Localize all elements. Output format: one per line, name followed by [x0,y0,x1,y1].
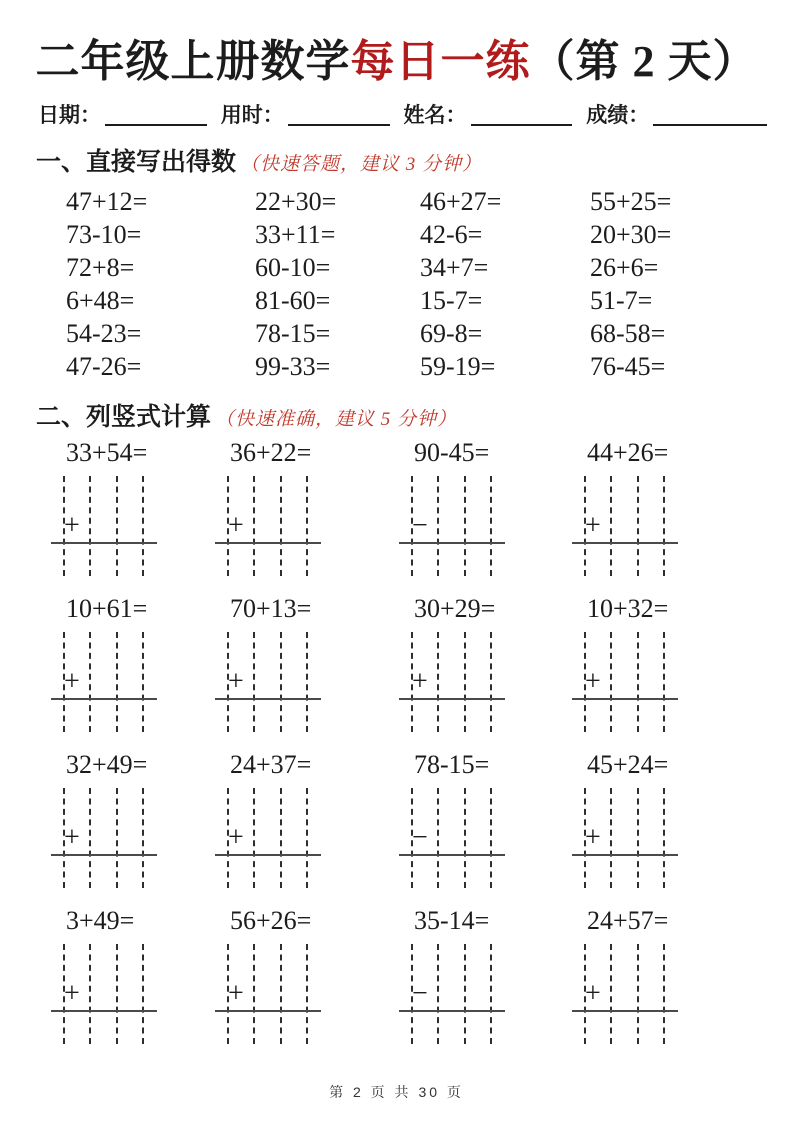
header-field-blank-line [288,101,390,126]
vertical-calc-problem: 24+37= [230,749,312,779]
operator-sign: − [412,977,428,1009]
column-guide-dashed-line [437,788,439,888]
vertical-calc-workspace [399,476,505,576]
header-field-blank-line [105,101,207,126]
vertical-calc-workspace [51,788,157,888]
column-guide-dashed-line [253,476,255,576]
vertical-calc-workspace [51,944,157,1044]
column-guide-dashed-line [637,476,639,576]
answer-rule-line [399,1010,505,1012]
oral-problem: 69-8= [420,318,483,348]
column-guide-dashed-line [663,944,665,1044]
page-number-footer: 第 2 页 共 30 页 [329,1084,464,1100]
vertical-calc-cell [572,751,793,907]
vertical-calc-problem: 44+26= [587,437,669,467]
column-guide-dashed-line [637,944,639,1044]
column-guide-dashed-line [637,632,639,732]
column-guide-dashed-line [253,944,255,1044]
oral-problem: 42-6= [420,219,483,249]
column-guide-dashed-line [280,476,282,576]
header-field-blank-line [471,101,573,126]
vertical-calc-problem: 78-15= [414,749,490,779]
oral-problem: 46+27= [420,186,502,216]
operator-sign: + [64,821,80,853]
header-field-blank-line [653,101,767,126]
vertical-calc-cell [572,439,793,595]
column-guide-dashed-line [663,476,665,576]
vertical-calc-workspace [399,632,505,732]
column-guide-dashed-line [142,632,144,732]
vertical-calc-workspace [572,944,678,1044]
column-guide-dashed-line [89,476,91,576]
oral-problems-grid [0,185,793,383]
vertical-calc-workspace [572,788,678,888]
column-guide-dashed-line [253,632,255,732]
vertical-calc-problem: 10+32= [587,593,669,623]
answer-rule-line [51,1010,157,1012]
section1-heading [36,142,793,178]
column-guide-dashed-line [490,476,492,576]
vertical-calc-cell [51,751,215,907]
oral-problem: 60-10= [255,252,331,282]
header-field [221,101,404,128]
vertical-calc-cell [51,907,215,1063]
oral-problem: 55+25= [590,186,672,216]
column-guide-dashed-line [610,632,612,732]
column-guide-dashed-line [490,632,492,732]
column-guide-dashed-line [116,476,118,576]
operator-sign: + [585,977,601,1009]
vertical-calc-workspace [215,788,321,888]
vertical-calc-problem: 3+49= [66,905,135,935]
answer-rule-line [572,854,678,856]
oral-problem: 68-58= [590,318,666,348]
column-guide-dashed-line [490,788,492,888]
oral-problem: 34+7= [420,252,489,282]
answer-rule-line [215,698,321,700]
header-field [38,101,221,128]
vertical-calc-problem: 32+49= [66,749,148,779]
oral-problem: 72+8= [66,252,135,282]
vertical-calc-workspace [215,476,321,576]
vertical-calc-problem: 45+24= [587,749,669,779]
column-guide-dashed-line [89,944,91,1044]
answer-rule-line [399,698,505,700]
section2-heading-note: （快速准确，建议 5 分钟） [215,408,458,430]
operator-sign: − [412,509,428,541]
answer-rule-line [215,1010,321,1012]
answer-rule-line [51,542,157,544]
answer-rule-line [215,854,321,856]
vertical-calc-cell [51,439,215,595]
operator-sign: + [228,977,244,1009]
column-guide-dashed-line [116,788,118,888]
vertical-calc-problem: 35-14= [414,905,490,935]
oral-problem: 81-60= [255,285,331,315]
vertical-calc-cell [215,439,399,595]
vertical-calc-problem: 90-45= [414,437,490,467]
answer-rule-line [572,698,678,700]
operator-sign: + [228,665,244,697]
operator-sign: + [64,665,80,697]
column-guide-dashed-line [610,944,612,1044]
vertical-calc-workspace [572,632,678,732]
oral-problem: 33+11= [255,219,336,249]
column-guide-dashed-line [437,944,439,1044]
oral-problem: 78-15= [255,318,331,348]
vertical-calc-problem: 30+29= [414,593,496,623]
oral-problem: 73-10= [66,219,142,249]
page-title-prefix: 二年级上册数学 [35,37,351,86]
vertical-calc-cell [51,595,215,751]
vertical-calc-cell [399,907,572,1063]
column-guide-dashed-line [490,944,492,1044]
column-guide-dashed-line [116,944,118,1044]
column-guide-dashed-line [253,788,255,888]
page-title [0,36,793,89]
column-guide-dashed-line [306,632,308,732]
oral-problem: 15-7= [420,285,483,315]
column-guide-dashed-line [142,788,144,888]
header-fillin-row [38,101,769,128]
header-field-label: 成绩： [586,102,650,127]
oral-problem: 20+30= [590,219,672,249]
header-field-label: 姓名： [403,102,467,127]
column-guide-dashed-line [280,788,282,888]
answer-rule-line [399,542,505,544]
header-field-label: 日期： [38,102,101,127]
oral-problem: 54-23= [66,318,142,348]
oral-problem: 26+6= [590,252,659,282]
column-guide-dashed-line [306,476,308,576]
column-guide-dashed-line [464,632,466,732]
vertical-calc-problem: 36+22= [230,437,312,467]
column-guide-dashed-line [663,788,665,888]
vertical-calc-grid [0,439,793,1063]
vertical-calc-workspace [215,944,321,1044]
column-guide-dashed-line [280,944,282,1044]
vertical-calc-problem: 70+13= [230,593,312,623]
oral-problem: 6+48= [66,285,135,315]
vertical-calc-workspace [399,944,505,1044]
oral-problem: 76-45= [590,351,666,381]
answer-rule-line [572,1010,678,1012]
column-guide-dashed-line [116,632,118,732]
column-guide-dashed-line [142,944,144,1044]
vertical-calc-cell [215,751,399,907]
answer-rule-line [399,854,505,856]
answer-rule-line [215,542,321,544]
column-guide-dashed-line [464,944,466,1044]
column-guide-dashed-line [464,788,466,888]
vertical-calc-cell [215,595,399,751]
oral-problem: 59-19= [420,351,496,381]
vertical-calc-workspace [215,632,321,732]
vertical-calc-cell [572,907,793,1063]
column-guide-dashed-line [142,476,144,576]
operator-sign: + [64,509,80,541]
column-guide-dashed-line [437,632,439,732]
column-guide-dashed-line [306,788,308,888]
column-guide-dashed-line [306,944,308,1044]
column-guide-dashed-line [637,788,639,888]
vertical-calc-cell [399,439,572,595]
vertical-calc-workspace [572,476,678,576]
vertical-calc-cell [399,595,572,751]
operator-sign: + [228,821,244,853]
vertical-calc-cell [215,907,399,1063]
oral-problem: 22+30= [255,186,337,216]
column-guide-dashed-line [437,476,439,576]
operator-sign: − [412,821,428,853]
column-guide-dashed-line [663,632,665,732]
header-field-label: 用时： [220,102,284,127]
column-guide-dashed-line [610,476,612,576]
operator-sign: + [585,665,601,697]
header-field [404,101,587,128]
section1-heading-text: 一、直接写出得数 [36,148,237,176]
answer-rule-line [572,542,678,544]
vertical-calc-problem: 24+57= [587,905,669,935]
vertical-calc-cell [399,751,572,907]
vertical-calc-problem: 56+26= [230,905,312,935]
section2-heading [36,397,793,433]
vertical-calc-workspace [51,632,157,732]
vertical-calc-cell [572,595,793,751]
column-guide-dashed-line [610,788,612,888]
page-title-highlight: 每日一练 [350,37,531,86]
section1-heading-note: （快速答题，建议 3 分钟） [240,153,483,175]
operator-sign: + [585,509,601,541]
header-field [586,101,769,128]
oral-problem: 51-7= [590,285,653,315]
operator-sign: + [412,665,428,697]
operator-sign: + [64,977,80,1009]
answer-rule-line [51,854,157,856]
vertical-calc-problem: 33+54= [66,437,148,467]
operator-sign: + [585,821,601,853]
column-guide-dashed-line [89,632,91,732]
oral-problem: 47+12= [66,186,148,216]
column-guide-dashed-line [89,788,91,888]
vertical-calc-workspace [51,476,157,576]
section2-heading-text: 二、列竖式计算 [36,403,212,431]
oral-problem: 47-26= [66,351,142,381]
answer-rule-line [51,698,157,700]
vertical-calc-workspace [399,788,505,888]
page-title-suffix: （第 2 天） [530,37,758,86]
column-guide-dashed-line [464,476,466,576]
operator-sign: + [228,509,244,541]
vertical-calc-problem: 10+61= [66,593,148,623]
oral-problem: 99-33= [255,351,331,381]
column-guide-dashed-line [280,632,282,732]
